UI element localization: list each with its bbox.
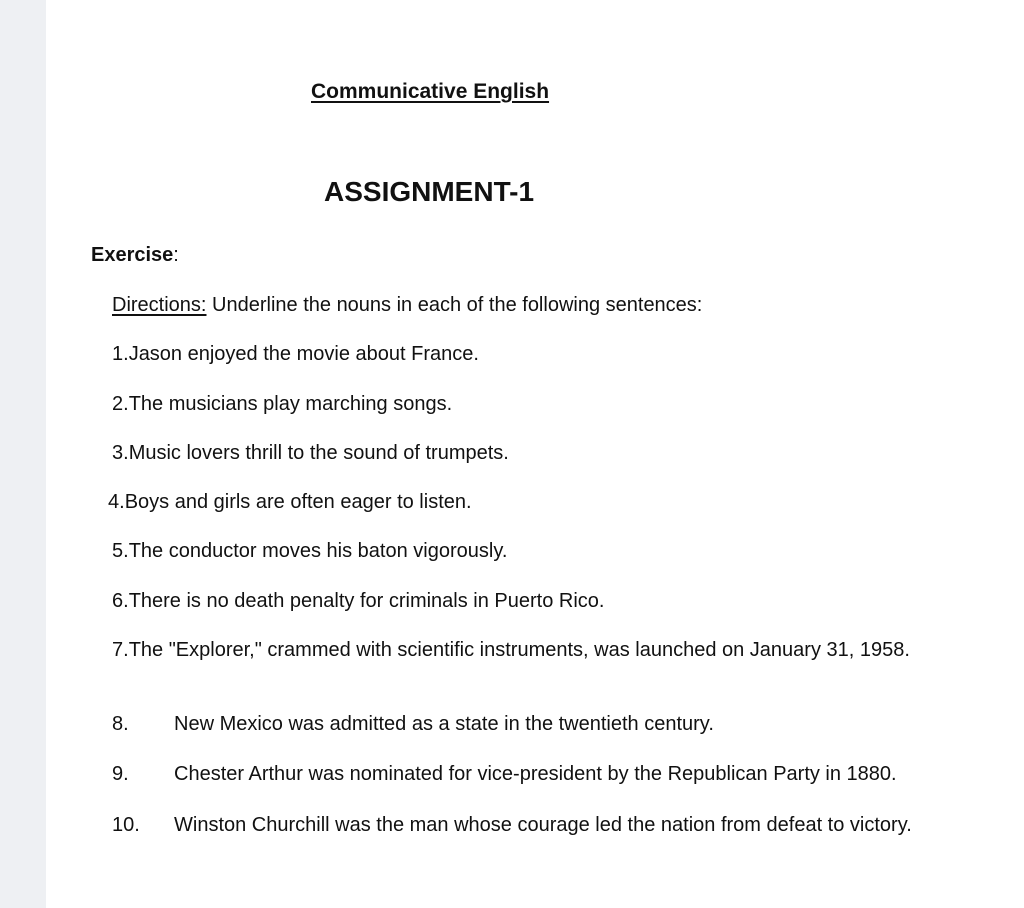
item-number: 7. <box>112 639 129 661</box>
item-text: Winston Churchill was the man whose courage led the nation from defeat to victory. <box>174 814 912 836</box>
item-number: 10. <box>112 814 140 836</box>
item-number: 2. <box>112 393 129 415</box>
exercise-colon: : <box>173 244 179 266</box>
item-text: There is no death penalty for criminals in Puerto Rico. <box>128 590 605 612</box>
list-item <box>112 713 714 736</box>
item-number: 9. <box>112 763 129 785</box>
item-text: Jason enjoyed the movie about France. <box>128 343 479 365</box>
item-text: The musicians play marching songs. <box>128 393 453 415</box>
directions-line <box>112 294 702 317</box>
list-item <box>112 343 479 366</box>
item-number: 3. <box>112 442 129 464</box>
list-item <box>112 639 910 662</box>
assignment-title: ASSIGNMENT-1 <box>324 176 535 207</box>
item-text: Chester Arthur was nominated for vice-president by the Republican Party in 1880. <box>174 763 897 785</box>
item-number: 1. <box>112 343 129 365</box>
directions-label: Directions: <box>112 294 207 316</box>
directions-text: Underline the nouns in each of the following sentences: <box>206 294 703 316</box>
item-number: 5. <box>112 540 129 562</box>
exercise-label: Exercise <box>91 244 174 266</box>
item-number: 6. <box>112 590 129 612</box>
item-text: The conductor moves his baton vigorously. <box>128 540 508 562</box>
list-item <box>112 590 604 613</box>
document-page <box>46 0 1024 908</box>
item-text: New Mexico was admitted as a state in the twentieth century. <box>174 713 714 735</box>
item-text: Music lovers thrill to the sound of trumpets. <box>128 442 509 464</box>
item-number: 4. <box>108 491 125 513</box>
item-text: The "Explorer," crammed with scientific instruments, was launched on January 31, 1958. <box>128 639 910 661</box>
list-item <box>112 393 452 416</box>
list-item <box>112 814 912 837</box>
list-item <box>108 491 472 514</box>
item-text: Boys and girls are often eager to listen. <box>124 491 472 513</box>
item-number: 8. <box>112 713 129 735</box>
course-title: Communicative English <box>311 80 550 103</box>
list-item <box>112 540 507 563</box>
exercise-heading <box>91 244 179 267</box>
list-item <box>112 442 509 465</box>
list-item <box>112 763 897 786</box>
